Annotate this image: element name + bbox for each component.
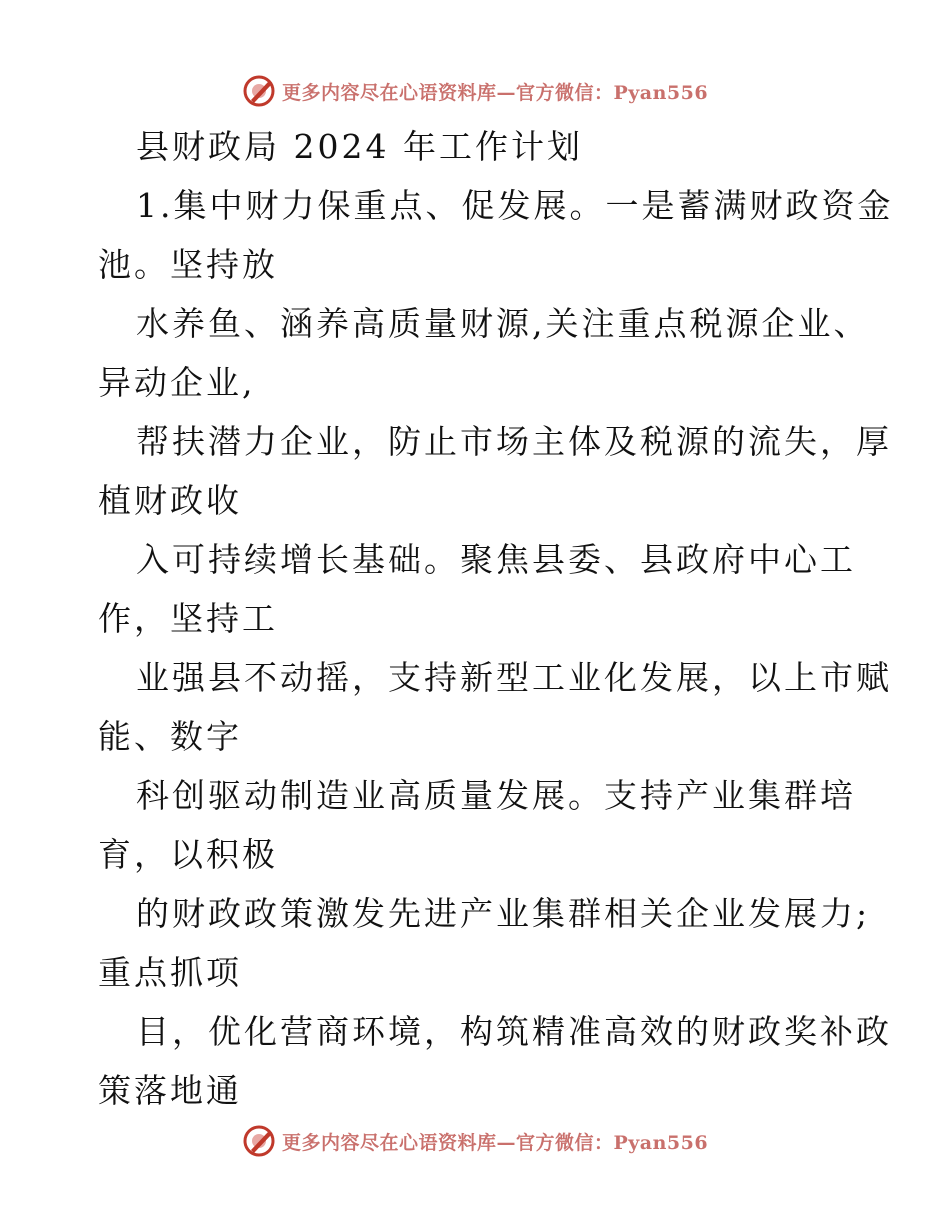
paragraph-line: 入可持续增长基础。聚焦县委、县政府中心工 (136, 540, 856, 579)
paragraph-line: 植财政收 (98, 481, 242, 520)
footer-watermark (0, 1121, 950, 1161)
paragraph-line: 1.集中财力保重点、促发展。一是蓄满财政资金 (136, 186, 894, 225)
paragraph-line: 目，优化营商环境，构筑精准高效的财政奖补政 (136, 1012, 892, 1051)
paragraph-line: 重点抓项 (98, 953, 242, 992)
paragraph-line: 育，以积极 (98, 835, 278, 874)
paragraph-line: 帮扶潜力企业，防止市场主体及税源的流失，厚 (136, 422, 892, 461)
paragraph-line: 池。坚持放 (98, 245, 278, 284)
watermark-text: 更多内容尽在心语资料库—官方微信：Pyan556 (281, 81, 709, 104)
watermark-text: 更多内容尽在心语资料库—官方微信：Pyan556 (281, 1131, 709, 1154)
paragraph-line: 作，坚持工 (98, 599, 278, 638)
paragraph-line: 科创驱动制造业高质量发展。支持产业集群培 (136, 776, 856, 815)
paragraph-line: 能、数字 (98, 717, 242, 756)
paragraph-line: 业强县不动摇，支持新型工业化发展，以上市赋 (136, 658, 892, 697)
paragraph-line: 水养鱼、涵养高质量财源,关注重点税源企业、 (136, 304, 870, 343)
paragraph-line: 策落地通 (98, 1071, 242, 1110)
paragraph-line: 的财政政策激发先进产业集群相关企业发展力; (136, 894, 871, 933)
header-watermark (0, 71, 950, 111)
document-title: 县财政局 2024 年工作计划 (136, 127, 583, 166)
paragraph-line: 异动企业, (98, 363, 256, 402)
brand-logo-icon (242, 74, 276, 108)
brand-logo-icon (242, 1124, 276, 1158)
